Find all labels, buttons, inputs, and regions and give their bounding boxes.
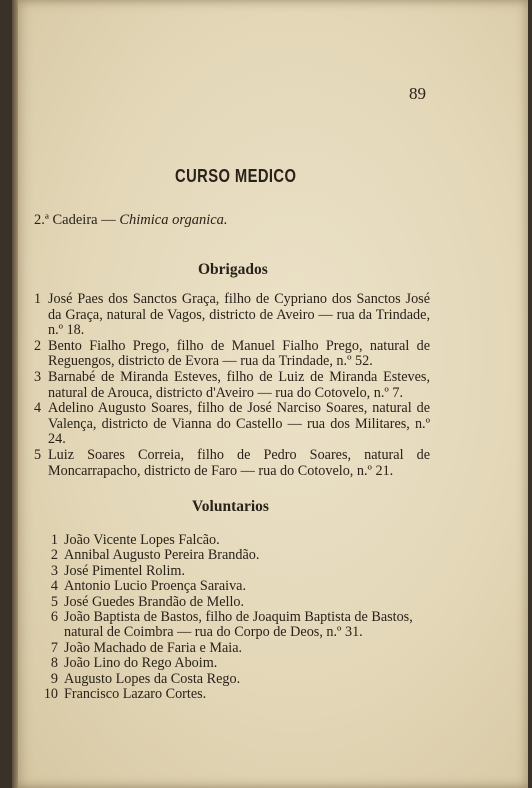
- book-page: [12, 0, 528, 788]
- obrigados-list: [34, 292, 430, 479]
- item-number: 2: [34, 337, 42, 354]
- item-number: 10: [43, 686, 58, 703]
- item-number: 1: [34, 291, 42, 307]
- item-text: Barnabé de Miranda Esteves, filho de Luiz de Miranda Esteves, natural de Arouca, districto d'Aveiro — rua do Cotovelo, n.º 7.: [48, 368, 430, 401]
- cadeira-prefix: 2.ª Cadeira —: [34, 212, 120, 228]
- list-item: [34, 610, 430, 641]
- item-number: 2: [50, 547, 58, 564]
- item-text: José Pimentel Rolim.: [64, 562, 185, 579]
- cadeira-subject: Chimica organica.: [119, 212, 228, 228]
- item-number: 8: [50, 655, 58, 672]
- item-number: 3: [50, 562, 58, 579]
- item-text: João Baptista de Bastos, filho de Joaquim Baptista de Bastos, natural de Coimbra — rua do Corpo de Deos, n.º 31.: [64, 609, 413, 641]
- voluntarios-list: [34, 533, 430, 702]
- page-number: 89: [409, 84, 426, 103]
- list-item: [34, 687, 430, 702]
- obrigados-heading: Obrigados: [198, 261, 268, 278]
- list-item: [34, 641, 430, 656]
- page-gutter: [12, 0, 18, 788]
- item-number: 7: [50, 639, 58, 656]
- item-number: 5: [34, 446, 42, 463]
- list-item: [34, 533, 430, 548]
- voluntarios-heading: Voluntarios: [192, 498, 269, 515]
- item-text: João Machado de Faria e Maia.: [64, 639, 243, 656]
- item-number: 6: [50, 609, 58, 626]
- item-text: Augusto Lopes da Costa Rego.: [64, 670, 241, 687]
- list-item: [34, 370, 430, 401]
- list-item: [34, 448, 430, 479]
- item-number: 3: [34, 368, 42, 385]
- list-item: [34, 595, 430, 610]
- list-item: [34, 579, 430, 594]
- item-text: Bento Fialho Prego, filho de Manuel Fialho Prego, natural de Reguengos, districto de Evora — rua da Trindade, n.º 52.: [48, 337, 430, 370]
- item-number: 1: [50, 532, 58, 548]
- item-number: 4: [50, 578, 58, 595]
- item-number: 4: [34, 400, 42, 417]
- list-item: [34, 292, 430, 339]
- item-text: Luiz Soares Correia, filho de Pedro Soares, natural de Moncarrapacho, districto de Faro — rua do Cotovelo, n.º 21.: [48, 446, 430, 479]
- cadeira-line: [34, 212, 228, 229]
- list-item: [34, 656, 430, 671]
- item-text: Francisco Lazaro Cortes.: [64, 686, 207, 703]
- list-item: [34, 339, 430, 370]
- list-item: [34, 672, 430, 687]
- item-text: Annibal Augusto Pereira Brandão.: [64, 547, 260, 564]
- item-text: João Vicente Lopes Falcão.: [64, 532, 220, 548]
- item-text: José Guedes Brandão de Mello.: [64, 593, 245, 610]
- item-number: 9: [50, 670, 58, 687]
- item-text: João Lino do Rego Aboim.: [64, 655, 218, 672]
- list-item: [34, 564, 430, 579]
- item-text: José Paes dos Sanctos Graça, filho de Cypriano dos Sanctos José da Graça, natural de Vagos, districto de Aveiro — rua da Trindade, n.º 18.: [48, 291, 430, 339]
- item-number: 5: [50, 593, 58, 610]
- item-text: Antonio Lucio Proença Saraiva.: [64, 578, 247, 595]
- item-text: Adelino Augusto Soares, filho de José Narciso Soares, natural de Valença, districto de Vianna do Castello — rua dos Militares, n.º 24.: [48, 400, 430, 448]
- list-item: [34, 401, 430, 448]
- list-item: [34, 548, 430, 563]
- section-title: CURSO MEDICO: [175, 166, 297, 186]
